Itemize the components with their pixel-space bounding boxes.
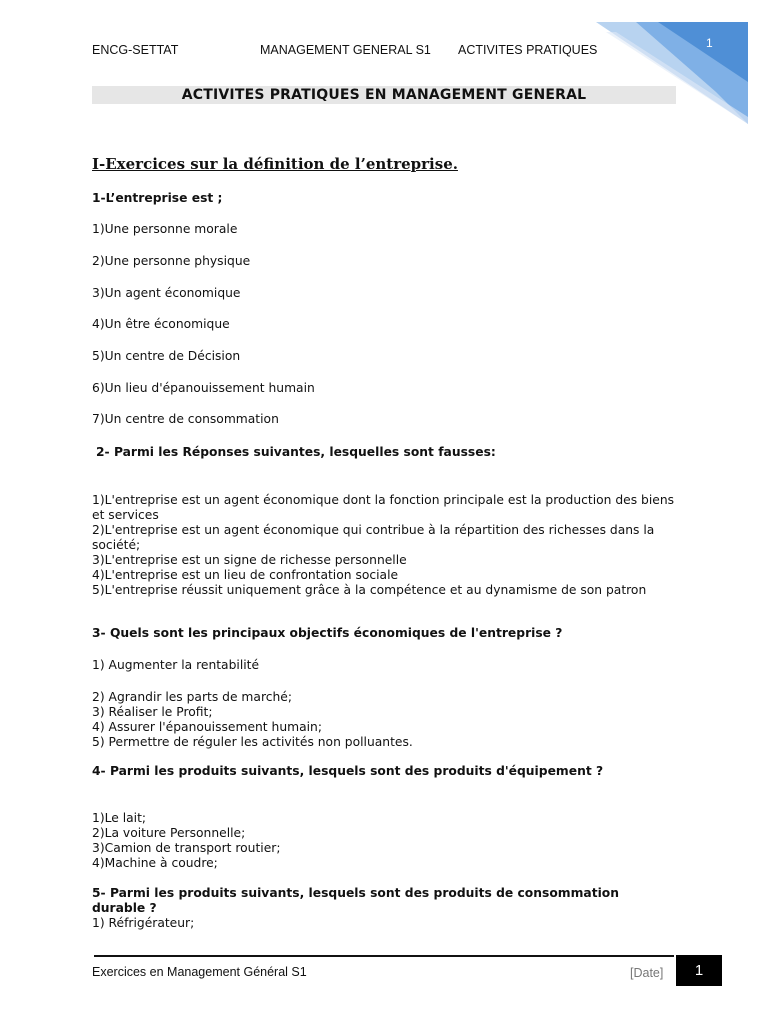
question-2: 2- Parmi les Réponses suivantes, lesquelles sont fausses: [96, 445, 496, 459]
q3-answers [92, 690, 682, 750]
q4-answer: 3)Camion de transport routier; [92, 841, 281, 855]
q3-answer: 3) Réaliser le Profit; [92, 705, 213, 719]
q5-question-line1: 5- Parmi les produits suivants, lesquels sont des produits de consommation [92, 886, 620, 900]
question-5 [92, 886, 682, 931]
q2-answer: 4)L'entreprise est un lieu de confrontation sociale [92, 568, 399, 582]
q5-answer: 1) Réfrigérateur; [92, 916, 195, 930]
q2-answer: 3)L'entreprise est un signe de richesse personnelle [92, 553, 407, 567]
q4-answer: 1)Le lait; [92, 811, 147, 825]
corner-decoration [596, 22, 748, 124]
footer-page-number: 1 [676, 955, 722, 986]
footer-rule [94, 955, 674, 957]
q1-answer: 2)Une personne physique [92, 254, 251, 268]
q4-answers [92, 811, 682, 871]
q5-question-line2: durable ? [92, 901, 157, 915]
section-title: I-Exercices sur la définition de l’entreprise. [92, 155, 458, 173]
q2-answer: 2)L'entreprise est un agent économique qui contribue à la répartition des richesses dans la société; [92, 523, 655, 552]
q1-answer: 3)Un agent économique [92, 286, 241, 300]
header-right: ACTIVITES PRATIQUES [458, 43, 598, 57]
q3-answer: 1) Augmenter la rentabilité [92, 658, 260, 672]
q3-answer: 4) Assurer l'épanouissement humain; [92, 720, 322, 734]
q2-answer: 1)L'entreprise est un agent économique dont la fonction principale est la production des biens et services [92, 493, 675, 522]
q1-answer: 5)Un centre de Décision [92, 349, 241, 363]
question-3: 3- Quels sont les principaux objectifs économiques de l'entreprise ? [92, 626, 563, 640]
q4-answer: 2)La voiture Personnelle; [92, 826, 246, 840]
q1-answer: 7)Un centre de consommation [92, 412, 279, 426]
q2-answer: 5)L'entreprise réussit uniquement grâce à la compétence et au dynamisme de son patron [92, 583, 647, 597]
q3-answer: 5) Permettre de réguler les activités non polluantes. [92, 735, 413, 749]
header-left: ENCG-SETTAT [92, 43, 179, 57]
header-page-number: 1 [706, 36, 713, 50]
q1-answer: 1)Une personne morale [92, 222, 238, 236]
q2-answers [92, 493, 682, 598]
q3-answer: 2) Agrandir les parts de marché; [92, 690, 292, 704]
q1-answer: 4)Un être économique [92, 317, 230, 331]
question-4: 4- Parmi les produits suivants, lesquels sont des produits d'équipement ? [92, 764, 604, 778]
q4-answer: 4)Machine à coudre; [92, 856, 218, 870]
question-1: 1-L’entreprise est ; [92, 191, 223, 205]
q1-answer: 6)Un lieu d'épanouissement humain [92, 381, 315, 395]
header-center: MANAGEMENT GENERAL S1 [260, 43, 431, 57]
page-title: ACTIVITES PRATIQUES EN MANAGEMENT GENERAL [92, 86, 676, 104]
footer-date: [Date] [630, 966, 664, 980]
footer-title: Exercices en Management Général S1 [92, 965, 307, 979]
